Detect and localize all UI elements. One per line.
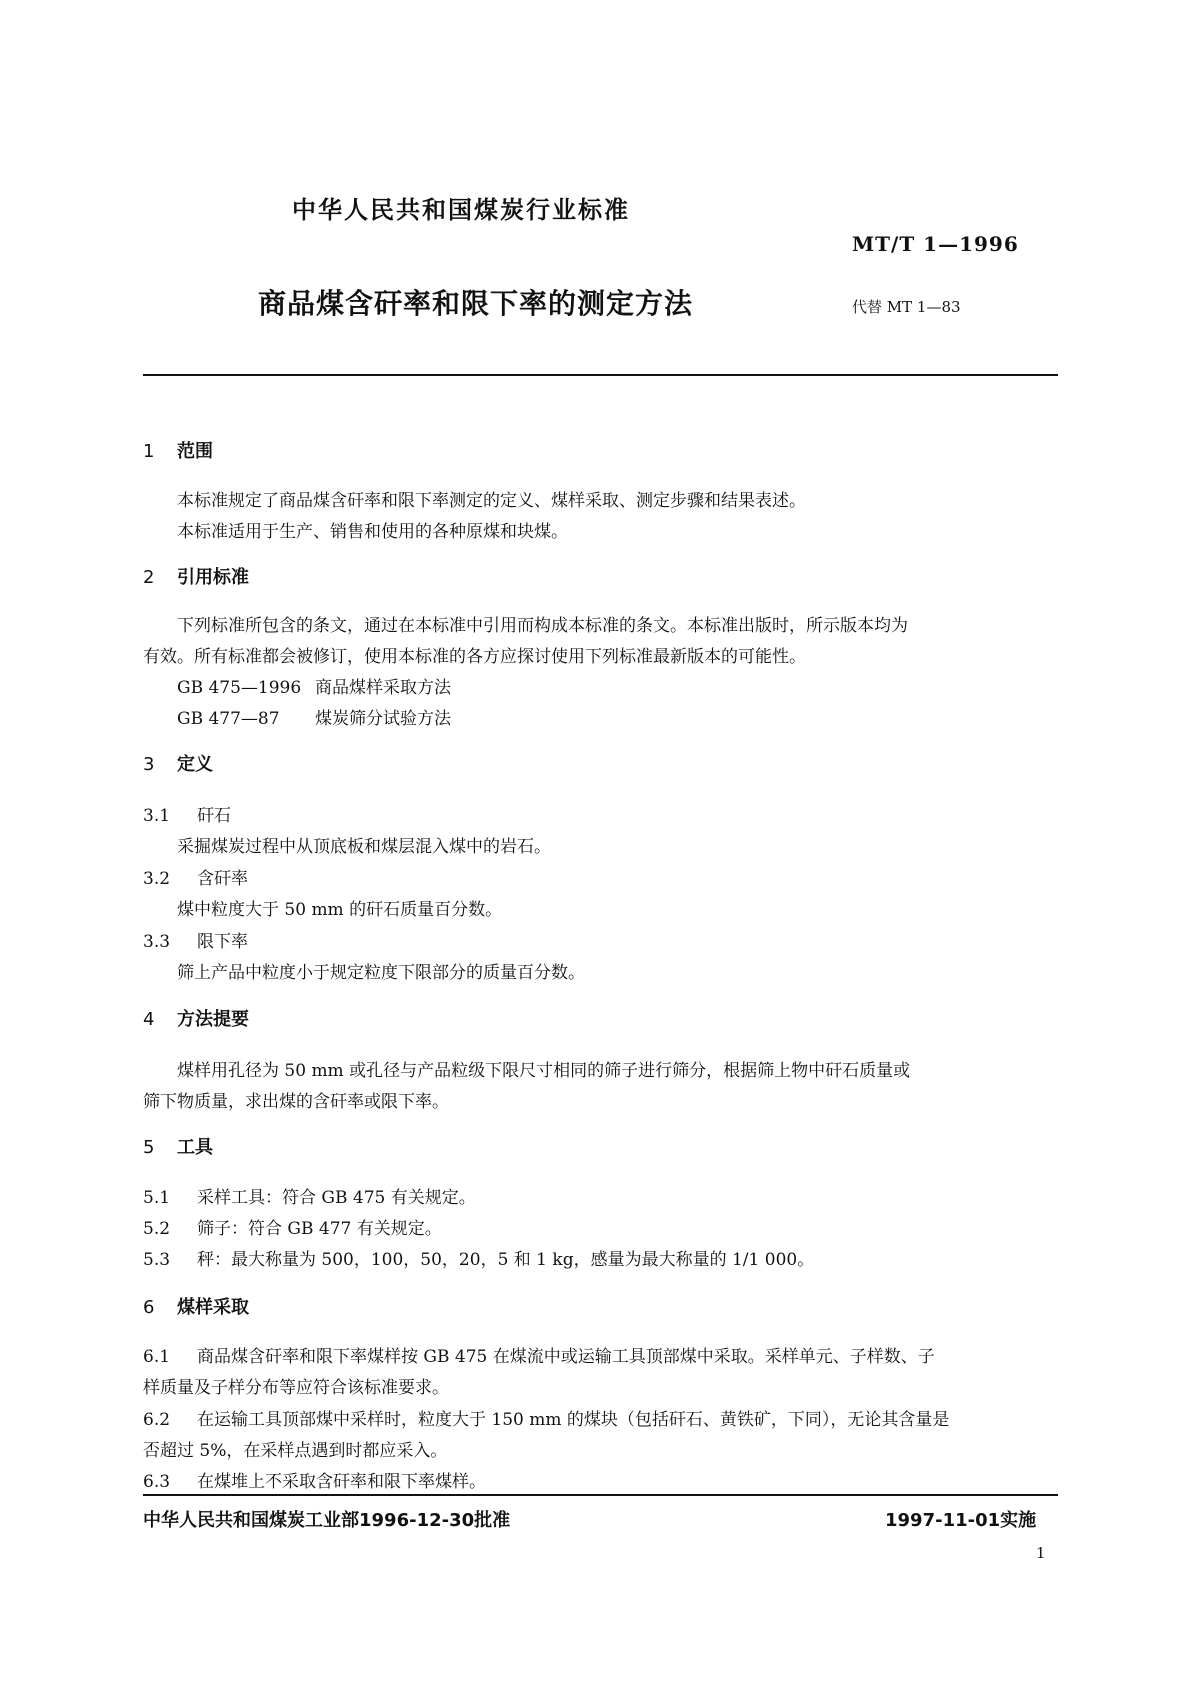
- clause-number: 5.3: [143, 1250, 171, 1270]
- clause-number: 6.1: [143, 1347, 171, 1367]
- clause-text: 在煤堆上不采取含矸率和限下率煤样。: [197, 1472, 486, 1492]
- paragraph-line: 下列标准所包含的条文，通过在本标准中引用而构成本标准的条文。本标准出版时，所示版本均为: [177, 616, 908, 636]
- clause-number: 6.3: [143, 1472, 171, 1492]
- definition-text: 煤中粒度大于 50 mm 的矸石质量百分数。: [177, 900, 503, 920]
- definition-term: [143, 927, 248, 952]
- clause-number: 5.2: [143, 1219, 171, 1239]
- section-4-heading: [143, 1005, 249, 1031]
- industry-standard-title: 中华人民共和国煤炭行业标准: [292, 196, 630, 224]
- clause-number: 3.2: [143, 869, 171, 889]
- section-title: 引用标准: [177, 567, 249, 588]
- standard-code: MT/T 1—1996: [852, 232, 1019, 256]
- definition-term: [143, 864, 248, 889]
- reference-code: GB 475—1996: [177, 678, 302, 698]
- section-number: 5: [143, 1137, 155, 1158]
- paragraph-line: 煤样用孔径为 50 mm 或孔径与产品粒级下限尺寸相同的筛子进行筛分，根据筛上物中矸石质量或: [177, 1061, 911, 1081]
- clause-item: [143, 1245, 814, 1270]
- reference-item: [177, 673, 451, 698]
- definition-text: 筛上产品中粒度小于规定粒度下限部分的质量百分数。: [177, 963, 585, 983]
- clause-item: [143, 1183, 476, 1208]
- term: 限下率: [197, 932, 248, 952]
- section-2-heading: [143, 563, 249, 589]
- clause-number: 3.3: [143, 932, 171, 952]
- section-3-heading: [143, 750, 213, 776]
- replaces-note: 代替 MT 1—83: [852, 298, 961, 316]
- section-number: 1: [143, 441, 155, 462]
- clause-text: 秤：最大称量为 500，100，50，20，5 和 1 kg，感量为最大称量的 1/1 000。: [197, 1250, 815, 1270]
- clause-continuation: 样质量及子样分布等应符合该标准要求。: [143, 1378, 449, 1398]
- section-number: 2: [143, 567, 155, 588]
- reference-item: [177, 704, 451, 729]
- clause-number: 3.1: [143, 806, 171, 826]
- clause-item: [143, 1214, 442, 1239]
- page-number: 1: [1036, 1544, 1046, 1562]
- section-number: 6: [143, 1297, 155, 1318]
- clause-text: 商品煤含矸率和限下率煤样按 GB 475 在煤流中或运输工具顶部煤中采取。采样单元、子样数、子: [197, 1347, 935, 1367]
- paragraph: 本标准规定了商品煤含矸率和限下率测定的定义、煤样采取、测定步骤和结果表述。: [177, 491, 806, 511]
- section-number: 3: [143, 754, 155, 775]
- section-title: 工具: [177, 1137, 213, 1158]
- term: 矸石: [197, 806, 231, 826]
- clause-number: 6.2: [143, 1410, 171, 1430]
- clause-item: [143, 1467, 486, 1492]
- definition-text: 采掘煤炭过程中从顶底板和煤层混入煤中的岩石。: [177, 837, 551, 857]
- section-title: 煤样采取: [177, 1297, 249, 1318]
- effective-date: 1997-11-01实施: [885, 1510, 1037, 1531]
- header-divider: [143, 374, 1058, 376]
- section-title: 范围: [177, 441, 213, 462]
- clause-text: 在运输工具顶部煤中采样时，粒度大于 150 mm 的煤块（包括矸石、黄铁矿，下同），无论其含量是: [197, 1410, 950, 1430]
- paragraph-line: 有效。所有标准都会被修订，使用本标准的各方应探讨使用下列标准最新版本的可能性。: [143, 647, 806, 667]
- term: 含矸率: [197, 869, 248, 889]
- section-title: 方法提要: [177, 1009, 249, 1030]
- section-6-heading: [143, 1293, 249, 1319]
- section-1-heading: [143, 437, 213, 463]
- clause-continuation: 否超过 5%，在采样点遇到时都应采入。: [143, 1441, 448, 1461]
- paragraph: 本标准适用于生产、销售和使用的各种原煤和块煤。: [177, 522, 568, 542]
- footer-divider: [143, 1494, 1058, 1496]
- paragraph-line: 筛下物质量，求出煤的含矸率或限下率。: [143, 1092, 449, 1112]
- section-number: 4: [143, 1009, 155, 1030]
- reference-code: GB 477—87: [177, 709, 280, 729]
- clause-text: 采样工具：符合 GB 475 有关规定。: [197, 1188, 476, 1208]
- section-5-heading: [143, 1133, 213, 1159]
- section-title: 定义: [177, 754, 213, 775]
- document-title: 商品煤含矸率和限下率的测定方法: [258, 287, 694, 320]
- reference-title: 商品煤样采取方法: [315, 678, 451, 698]
- clause-number: 5.1: [143, 1188, 171, 1208]
- approval-statement: 中华人民共和国煤炭工业部1996-12-30批准: [143, 1510, 511, 1531]
- clause-item: [143, 1342, 935, 1367]
- clause-text: 筛子：符合 GB 477 有关规定。: [197, 1219, 442, 1239]
- reference-title: 煤炭筛分试验方法: [315, 709, 451, 729]
- definition-term: [143, 801, 231, 826]
- clause-item: [143, 1405, 949, 1430]
